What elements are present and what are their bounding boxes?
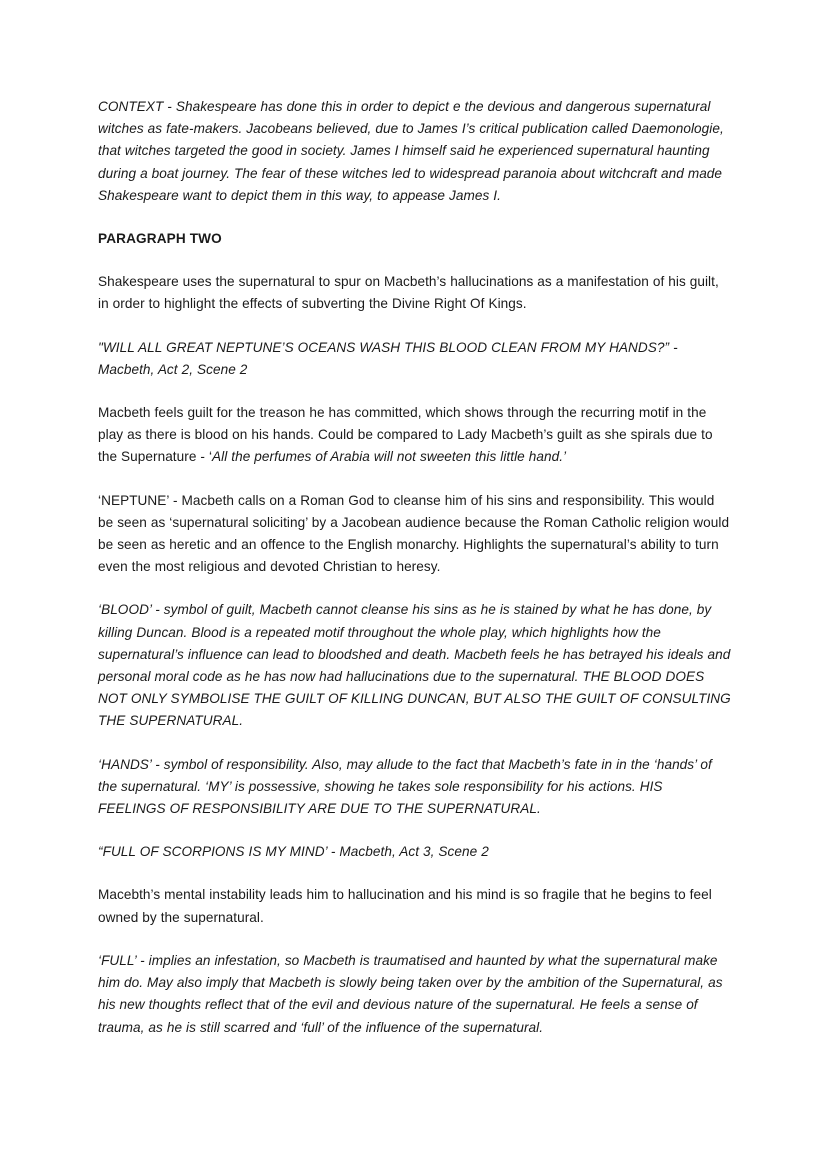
- paragraph-two-heading: PARAGRAPH TWO: [98, 231, 222, 247]
- neptune-analysis-paragraph: ‘NEPTUNE’ - Macbeth calls on a Roman God to cleanse him of his sins and responsibility. This would be seen as ‘supernatural soliciting’ by a Jacobean audience because the Roman Catholic religion would be seen as heretic and an offence to the English monarchy. Highlights the supernatural’s ability to turn even the most religious and devoted Christian to heresy.: [98, 492, 730, 575]
- guilt-analysis-paragraph: [98, 402, 732, 469]
- scorpions-quote: “FULL OF SCORPIONS IS MY MIND’ - Macbeth, Act 3, Scene 2: [98, 844, 489, 860]
- guilt-analysis-tail: ’: [563, 449, 567, 465]
- context-paragraph: CONTEXT - Shakespeare has done this in order to depict e the devious and dangerous supernatural witches as fate-makers. Jacobeans believed, due to James I’s critical publication called Daemonologie, that witches targeted the good in society. James I himself said he experienced supernatural haunting during a boat journey. The fear of these witches led to widespread paranoia about witchcraft and made Shakespeare want to depict them in this way, to appease James I.: [98, 99, 724, 203]
- blood-analysis-paragraph: ‘BLOOD’ - symbol of guilt, Macbeth cannot cleanse his sins as he is stained by what he has done, by killing Duncan. Blood is a repeated motif throughout the whole play, which highlights how the supernatural’s influence can lead to bloodshed and death. Macbeth feels he has betrayed his ideals and personal moral code as he has now had hallucinations due to the supernatural. THE BLOOD DOES NOT ONLY SYMBOLISE THE GUILT OF KILLING DUNCAN, BUT ALSO THE GUILT OF CONSULTING THE SUPERNATURAL.: [98, 602, 731, 729]
- guilt-analysis-lead: Macbeth feels guilt for the treason he has committed, which shows through the recurring motif in the play as there is blood on his hands. Could be compared to Lady Macbeth’s guilt as she spirals due to the Supernature - ‘: [98, 405, 713, 465]
- thesis-paragraph: Shakespeare uses the supernatural to spur on Macbeth’s hallucinations as a manifestation of his guilt, in order to highlight the effects of subverting the Divine Right Of Kings.: [98, 274, 719, 312]
- neptune-quote: "WILL ALL GREAT NEPTUNE’S OCEANS WASH THIS BLOOD CLEAN FROM MY HANDS?” - Macbeth, Act 2, Scene 2: [98, 339, 678, 377]
- guilt-analysis-quote: All the perfumes of Arabia will not sweeten this little hand.: [212, 449, 564, 465]
- full-analysis-paragraph: ‘FULL’ - implies an infestation, so Macbeth is traumatised and haunted by what the supernatural make him do. May also imply that Macbeth is slowly being taken over by the ambition of the Supernatural, as his new thoughts reflect that of the evil and devious nature of the supernatural. He feels a sense of trauma, as he is still scarred and ‘full’ of the influence of the supernatural.: [98, 952, 723, 1035]
- scorpions-analysis-paragraph: Macebth’s mental instability leads him to hallucination and his mind is so fragile that he begins to feel owned by the supernatural.: [98, 887, 712, 925]
- document-body: [98, 96, 732, 1039]
- hands-analysis-paragraph: ‘HANDS’ - symbol of responsibility. Also, may allude to the fact that Macbeth’s fate in in the ‘hands’ of the supernatural. ‘MY’ is possessive, showing he takes sole responsibility for his actions. HIS FEELINGS OF RESPONSIBILITY ARE DUE TO THE SUPERNATURAL.: [98, 756, 712, 817]
